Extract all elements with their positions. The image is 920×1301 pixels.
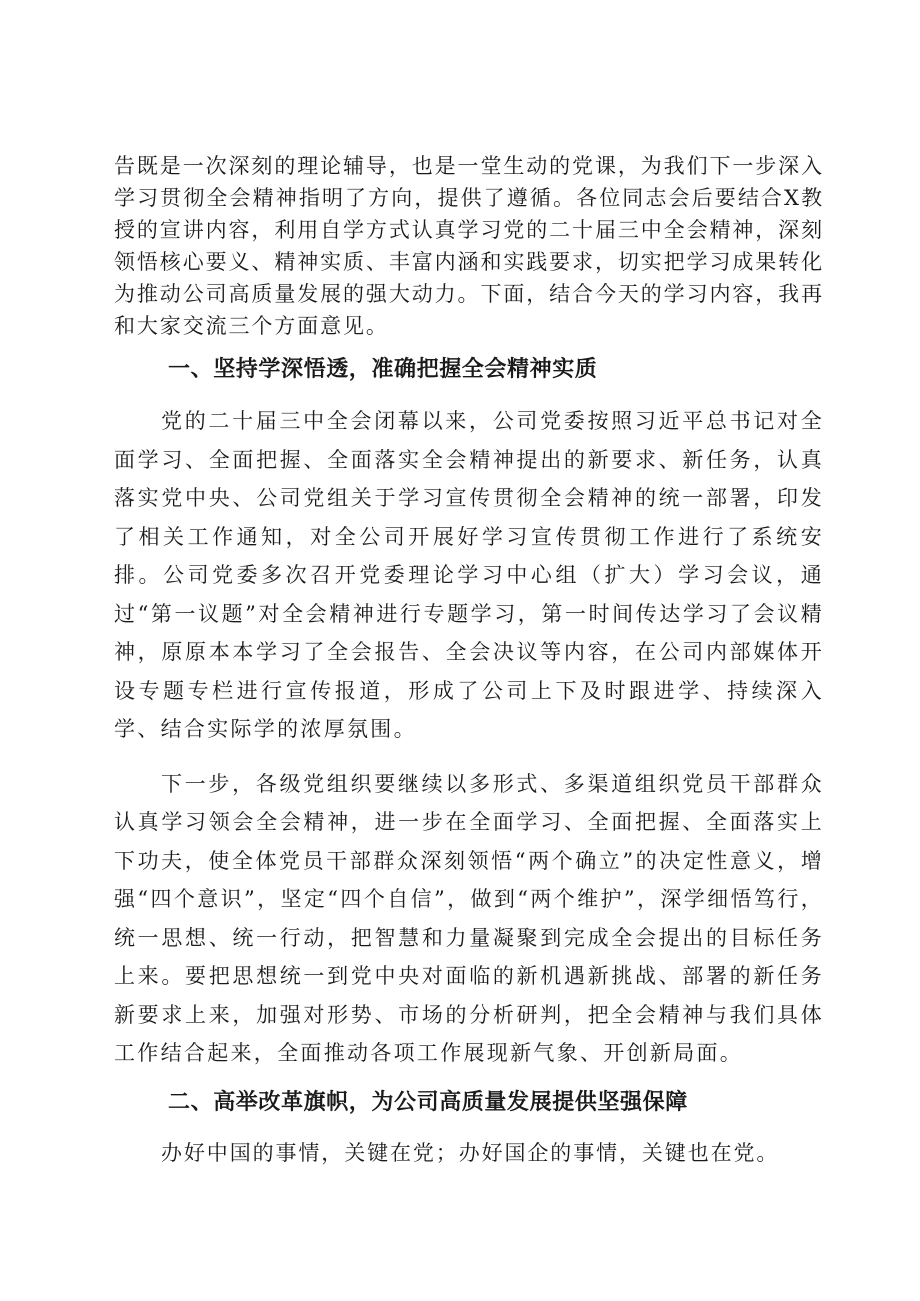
intro-paragraph: 告既是一次深刻的理论辅导，也是一堂生动的党课，为我们下一步深入学习贯彻全会精神指明了方向，提供了遵循。各位同志会后要结合X教授的宣讲内容，利用自学方式认真学习党的二十届三中全会精神，深刻领悟核心要义、精神实质、丰富内涵和实践要求，切实把学习成果转化为推动公司高质量发展的强大动力。下面，结合今天的学习内容，我再和大家交流三个方面意见。: [114, 154, 824, 338]
document-body: [114, 150, 824, 1169]
section-1-paragraph-1: 党的二十届三中全会闭幕以来，公司党委按照习近平总书记对全面学习、全面把握、全面落实全会精神提出的新要求、新任务，认真落实党中央、公司党组关于学习宣传贯彻全会精神的统一部署，印发了相关工作通知，对全公司开展好学习宣传贯彻工作进行了系统安排。公司党委多次召开党委理论学习中心组（扩大）学习会议，通过“第一议题”对全会精神进行专题学习，第一时间传达学习了会议精神，原原本本学习了全会报告、全会决议等内容，在公司内部媒体开设专题专栏进行宣传报道，形成了公司上下及时跟进学、持续深入学、结合实际学的浓厚氛围。: [114, 409, 824, 741]
section-2-paragraph-1: 办好中国的事情，关键在党；办好国企的事情，关键也在党。: [161, 1140, 780, 1165]
section-1-heading: 一、坚持学深悟透，准确把握全会精神实质: [168, 357, 598, 382]
section-2-heading: 二、高举改革旗帜，为公司高质量发展提供坚强保障: [168, 1089, 688, 1115]
section-1-paragraph-2: 下一步，各级党组织要继续以多形式、多渠道组织党员干部群众认真学习领会全会精神，进一步在全面学习、全面把握、全面落实上下功夫，使全体党员干部群众深刻领悟“两个确立”的决定性意义，增强“四个意识”，坚定“四个自信”，做到“两个维护”，深学细悟笃行，统一思想、统一行动，把智慧和力量凝聚到完成全会提出的目标任务上来。要把思想统一到党中央对面临的新机遇新挑战、部署的新任务新要求上来，加强对形势、市场的分析研判，把全会精神与我们具体工作结合起来，全面推动各项工作展现新气象、开创新局面。: [114, 771, 824, 1065]
